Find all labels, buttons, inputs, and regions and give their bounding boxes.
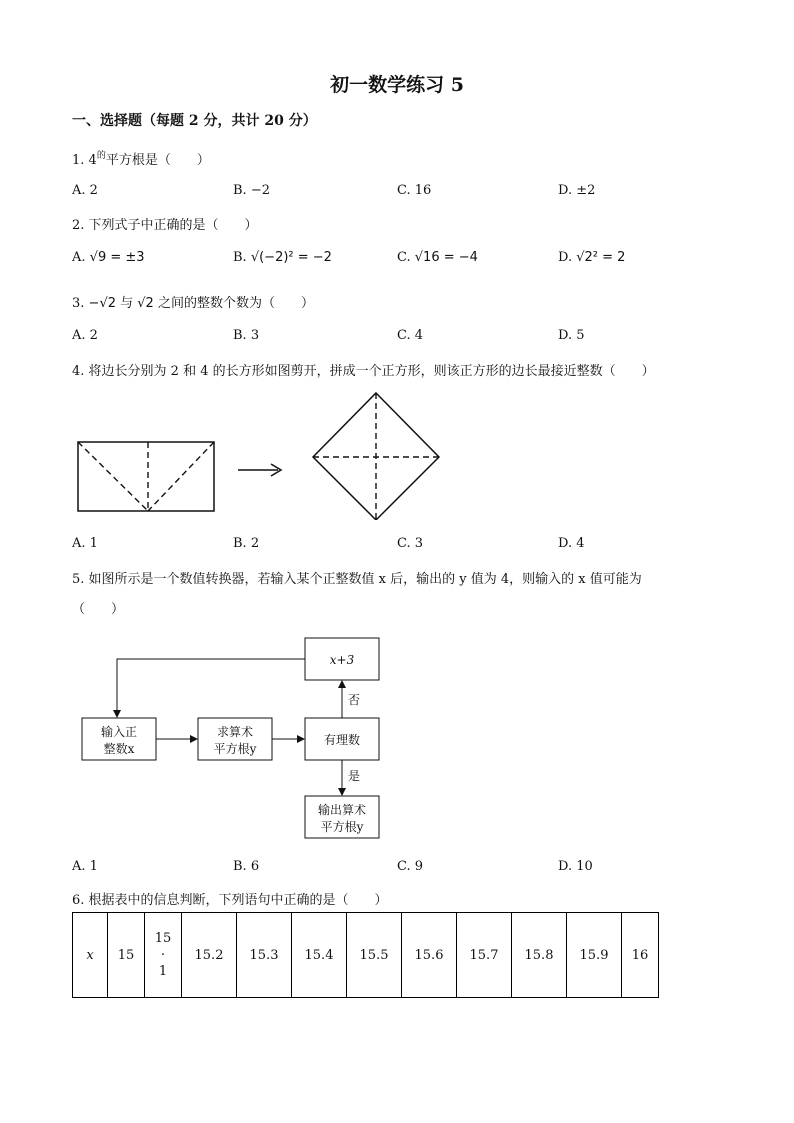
question-1-option-c[interactable]: C. 16 <box>397 183 432 198</box>
question-2-option-c[interactable] <box>397 250 478 265</box>
question-4-option-d[interactable]: D. 4 <box>558 536 585 551</box>
question-2-label-b: B. <box>233 250 247 265</box>
question-5-flowchart <box>70 630 400 845</box>
question-2-expr-c: √16 = −4 <box>414 250 478 265</box>
question-5-stem-line2: （ ） <box>72 602 125 617</box>
question-2-expr-b: √(−2)² = −2 <box>250 250 332 265</box>
table-cell: 15.7 <box>457 913 512 998</box>
table-cell: 15.3 <box>237 913 292 998</box>
question-3-expr1: −√2 <box>88 296 116 311</box>
question-2-label-d: D. <box>558 250 573 265</box>
flow-output-line1: 输出算术 <box>317 803 367 817</box>
table-header-cell: x <box>73 913 108 998</box>
table-cell-special-bottom: 1 <box>158 964 168 979</box>
question-4-figure <box>70 390 450 520</box>
question-5-stem-line1: 5. 如图所示是一个数值转换器，若输入某个正整数值 x 后，输出的 y 值为 4，则输入的 x 值可能为 <box>72 572 642 587</box>
question-1-number: 1. 4 <box>72 153 97 168</box>
cut-rectangle <box>78 442 214 511</box>
question-5-option-b[interactable]: B. 6 <box>233 859 260 874</box>
question-6-table <box>72 912 659 998</box>
question-3-option-c[interactable]: C. 4 <box>397 328 424 343</box>
question-5-option-c[interactable]: C. 9 <box>397 859 424 874</box>
flow-no-label: 否 <box>348 693 361 707</box>
question-3-suffix: 之间的整数个数为（ ） <box>153 296 314 311</box>
question-3-expr2: √2 <box>137 296 154 311</box>
question-4-option-a[interactable]: A. 1 <box>72 536 98 551</box>
flow-rational-label: 有理数 <box>323 733 361 747</box>
question-3-mid: 与 <box>116 296 138 311</box>
rectangle-dash-left <box>78 442 148 511</box>
question-3-prefix: 3. <box>72 296 89 311</box>
question-2-label-a: A. <box>72 250 86 265</box>
question-1-text: 平方根是（ ） <box>105 153 210 168</box>
question-2-label-c: C. <box>397 250 411 265</box>
table-cell: 15.8 <box>512 913 567 998</box>
question-3-option-a[interactable]: A. 2 <box>72 328 98 343</box>
question-5-option-a[interactable]: A. 1 <box>72 859 98 874</box>
question-5-option-d[interactable]: D. 10 <box>558 859 593 874</box>
table-cell: 15.2 <box>182 913 237 998</box>
question-2-expr-d: √2² = 2 <box>576 250 626 265</box>
flow-output-line2: 平方根y <box>320 820 364 834</box>
question-6-stem: 6. 根据表中的信息判断，下列语句中正确的是（ ） <box>72 893 388 908</box>
question-2-expr-a: √9 = ±3 <box>89 250 145 265</box>
flow-sqrt-line1: 求算术 <box>216 725 254 739</box>
table-cell: 15.9 <box>567 913 622 998</box>
question-2-stem: 2. 下列式子中正确的是（ ） <box>72 218 258 233</box>
question-1-option-d[interactable]: D. ±2 <box>558 183 596 198</box>
table-row <box>73 913 659 998</box>
section-heading: 一、选择题（每题 2 分，共计 20 分） <box>72 113 317 129</box>
flow-input-line2: 整数x <box>103 742 135 756</box>
question-2-option-a[interactable] <box>72 250 145 265</box>
table-cell: 15.5 <box>347 913 402 998</box>
table-cell: 16 <box>622 913 659 998</box>
flow-input-line1: 输入正 <box>100 725 138 739</box>
question-3-option-b[interactable]: B. 3 <box>233 328 260 343</box>
question-4-option-c[interactable]: C. 3 <box>397 536 424 551</box>
table-cell: 15 <box>108 913 145 998</box>
question-4-stem: 4. 将边长分别为 2 和 4 的长方形如图剪开，拼成一个正方形，则该正方形的边长最接近整数（ ） <box>72 364 655 379</box>
question-2-option-b[interactable] <box>233 250 332 265</box>
table-cell-special <box>145 913 182 998</box>
question-3-option-d[interactable]: D. 5 <box>558 328 585 343</box>
rectangle-dash-right <box>148 442 214 511</box>
flow-arrow-loop <box>117 659 305 717</box>
table-cell: 15.4 <box>292 913 347 998</box>
question-3-stem <box>72 292 314 311</box>
question-1-stem <box>72 148 210 168</box>
question-1-sup: 的 <box>96 151 106 161</box>
flow-plus3-label: x+3 <box>329 653 355 667</box>
question-4-option-b[interactable]: B. 2 <box>233 536 260 551</box>
question-2-option-d[interactable] <box>558 250 625 265</box>
table-cell-special-dot: . <box>160 944 166 959</box>
flow-sqrt-line2: 平方根y <box>213 742 257 756</box>
page-title: 初一数学练习 5 <box>330 74 464 96</box>
flow-yes-label: 是 <box>348 769 361 783</box>
question-1-option-b[interactable]: B. −2 <box>233 183 270 198</box>
table-cell: 15.6 <box>402 913 457 998</box>
table-cell-special-top: 15 <box>154 931 172 946</box>
question-1-option-a[interactable]: A. 2 <box>72 183 98 198</box>
